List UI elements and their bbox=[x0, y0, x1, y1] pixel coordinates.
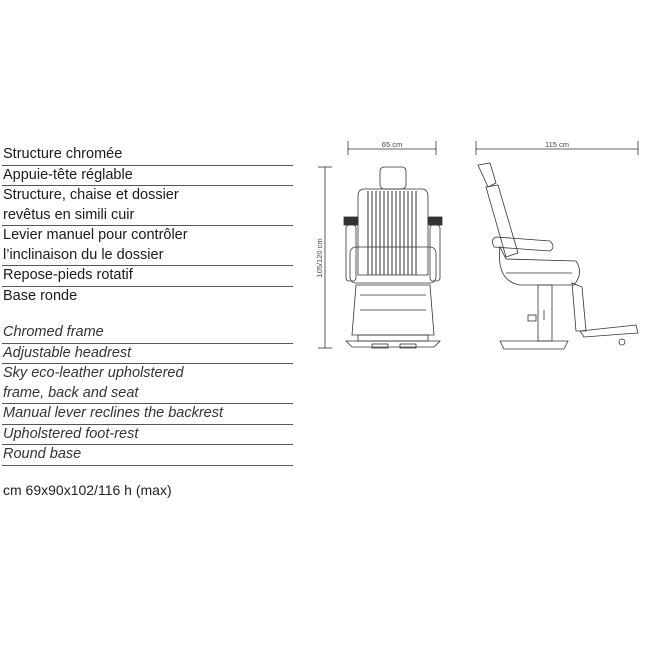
feature-item: Repose-pieds rotatif bbox=[2, 266, 293, 287]
feature-item: Structure, chaise et dossier revêtus en simili cuir bbox=[2, 186, 293, 226]
feature-item: Round base bbox=[2, 445, 293, 466]
feature-list-french bbox=[2, 145, 293, 306]
feature-item: Adjustable headrest bbox=[2, 344, 293, 365]
feature-list-english bbox=[2, 323, 293, 466]
feature-item: Structure chromée bbox=[2, 145, 293, 166]
overall-dimensions: cm 69x90x102/116 h (max) bbox=[3, 482, 172, 498]
side-depth-label: 115 cm bbox=[544, 140, 570, 149]
feature-item: Base ronde bbox=[3, 287, 78, 304]
feature-item: Levier manuel pour contrôler l’inclinaison du le dossier bbox=[2, 226, 293, 266]
feature-item: Manual lever reclines the backrest bbox=[2, 404, 293, 425]
feature-item: Upholstered foot-rest bbox=[2, 425, 293, 446]
front-width-label: 65 cm bbox=[381, 140, 403, 149]
feature-item: Sky eco-leather upholstered frame, back and seat bbox=[2, 364, 293, 404]
feature-item: Appuie-tête réglable bbox=[2, 166, 293, 187]
height-label: 105/120 cm bbox=[315, 238, 324, 278]
feature-item: Chromed frame bbox=[2, 323, 293, 344]
chair-technical-drawing bbox=[310, 135, 645, 360]
